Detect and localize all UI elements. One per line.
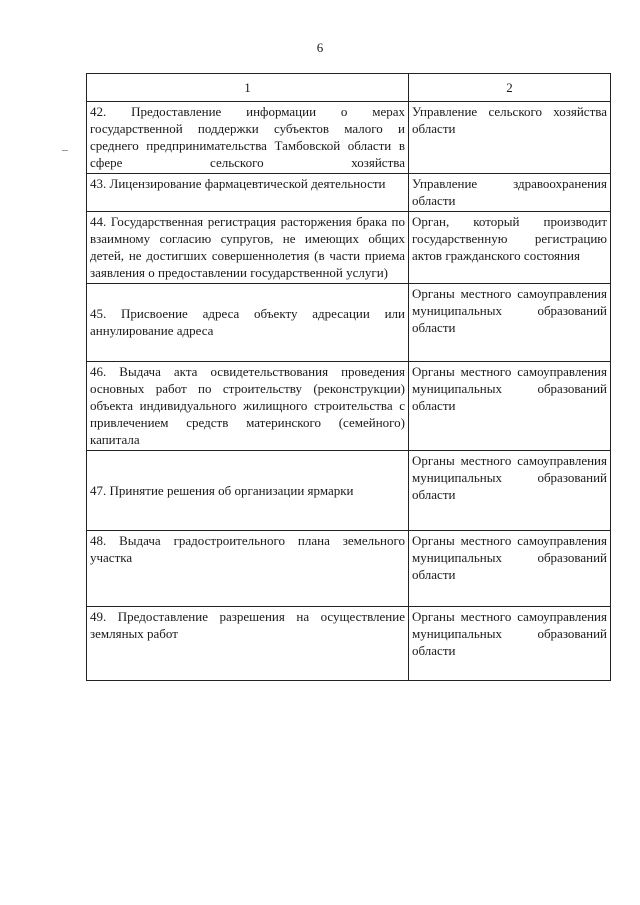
service-cell: 46. Выдача акта освидетельствования проведения основных работ по строительству (реконструкции) объекта индивидуального жилищного строительства с привлечением средств материнского (семейного) капитала	[87, 362, 409, 451]
table-row	[87, 102, 611, 174]
body-cell: Управление здравоохранения области	[409, 174, 611, 212]
table-row	[87, 174, 611, 212]
table-row	[87, 284, 611, 362]
column-header-service: 1	[87, 74, 409, 102]
scan-mark	[62, 150, 68, 151]
service-cell: 49. Предоставление разрешения на осуществление земляных работ	[87, 607, 409, 681]
table-row	[87, 212, 611, 284]
service-cell: 43. Лицензирование фармацевтической деятельности	[87, 174, 409, 212]
service-cell: 48. Выдача градостроительного плана земельного участка	[87, 531, 409, 607]
column-header-body: 2	[409, 74, 611, 102]
body-cell: Управление сельского хозяйства области	[409, 102, 611, 174]
service-cell: 44. Государственная регистрация расторжения брака по взаимному согласию супругов, не имеющих общих детей, не достигших совершеннолетия (в части приема заявления о предоставлении государственной услуги)	[87, 212, 409, 284]
table-row	[87, 607, 611, 681]
table-row	[87, 362, 611, 451]
body-cell: Органы местного самоуправления муниципальных образований области	[409, 607, 611, 681]
service-cell: 47. Принятие решения об организации ярмарки	[87, 451, 409, 531]
service-cell: 45. Присвоение адреса объекту адресации или аннулирование адреса	[87, 284, 409, 362]
page-number: 6	[316, 40, 324, 55]
table-header-row	[87, 74, 611, 102]
services-table	[86, 73, 611, 681]
table-row	[87, 451, 611, 531]
body-cell: Органы местного самоуправления муниципальных образований области	[409, 362, 611, 451]
table-row	[87, 531, 611, 607]
body-cell: Органы местного самоуправления муниципальных образований области	[409, 531, 611, 607]
body-cell: Орган, который производит государственную регистрацию актов гражданского состояния	[409, 212, 611, 284]
body-cell: Органы местного самоуправления муниципальных образований области	[409, 284, 611, 362]
body-cell: Органы местного самоуправления муниципальных образований области	[409, 451, 611, 531]
service-cell: 42. Предоставление информации о мерах государственной поддержки субъектов малого и среднего предпринимательства Тамбовской области в сфере сельского хозяйства	[87, 102, 409, 174]
